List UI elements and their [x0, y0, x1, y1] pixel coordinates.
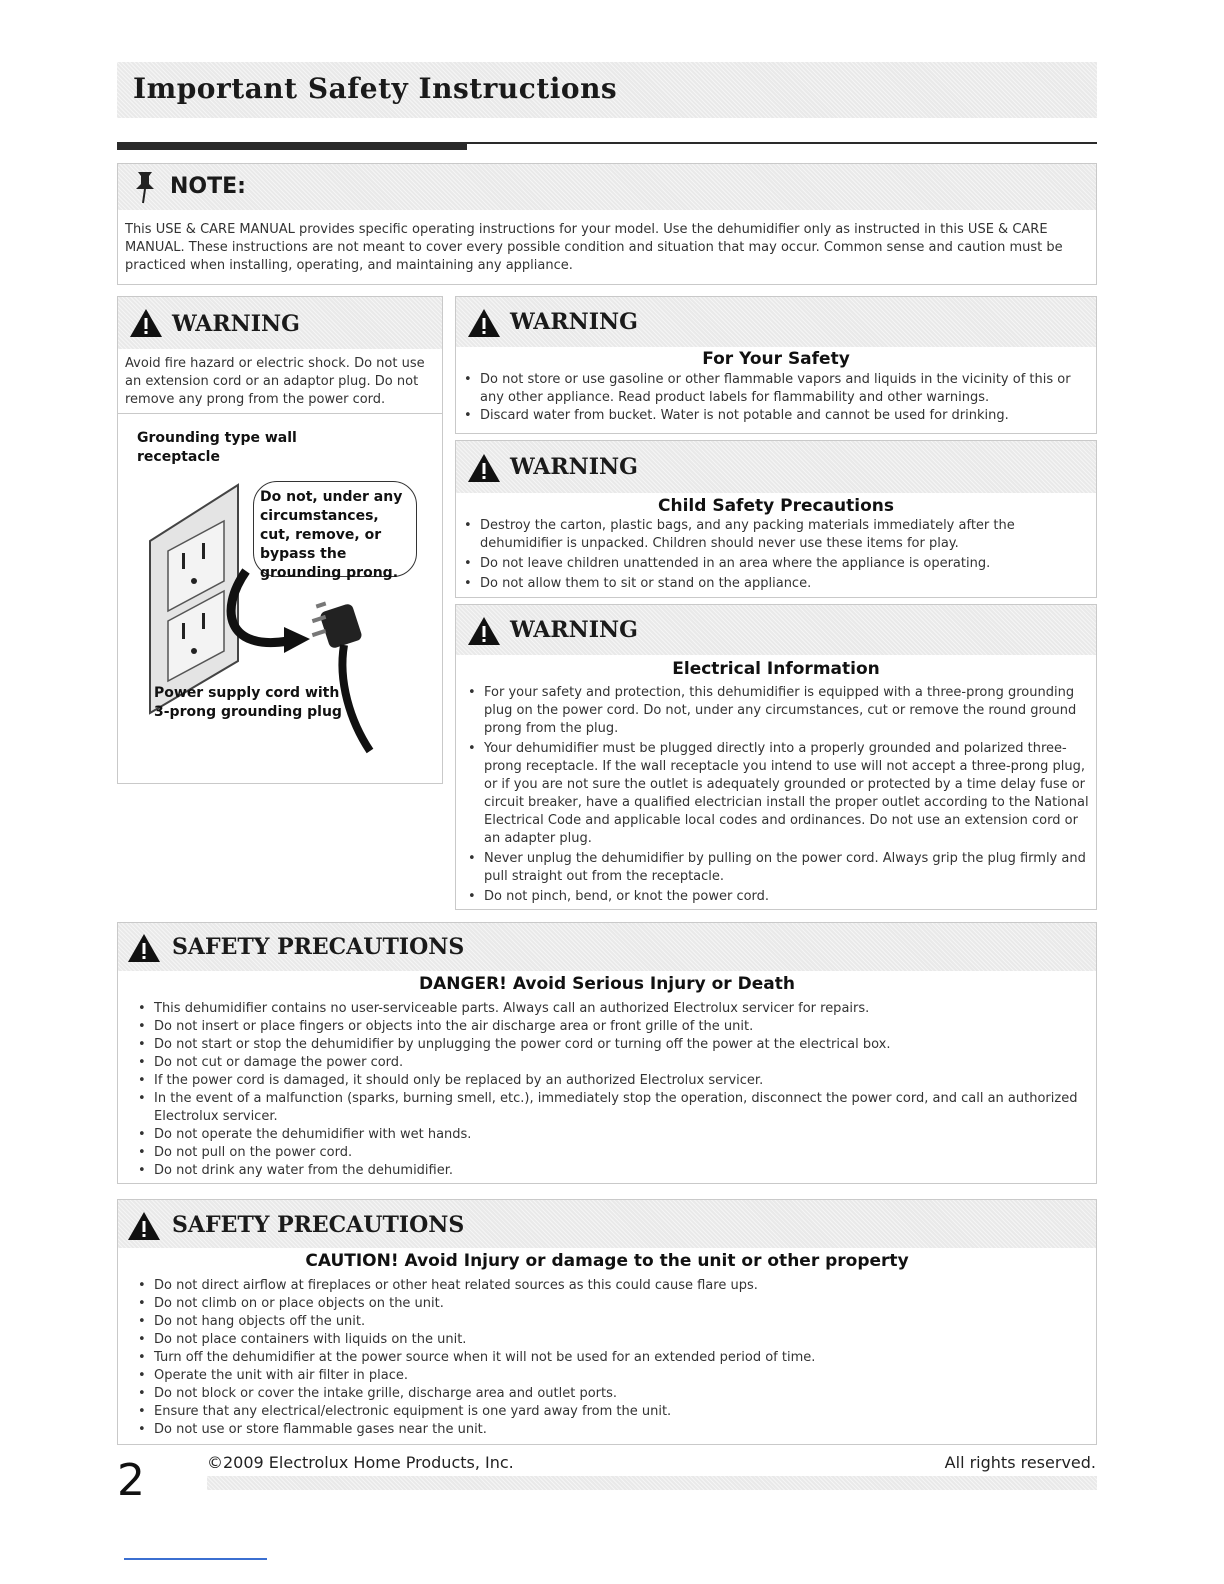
- header-rule-thick: [117, 142, 467, 150]
- list-item: • Do not store or use gasoline or other flammable vapors and liquids in the vicinity of this or any other appliance. Read product labels for flammability and other warnings.: [458, 371, 1088, 407]
- warning-triangle-icon: [466, 615, 502, 651]
- warning-child-list: [458, 517, 1058, 593]
- warning-triangle-icon: [128, 307, 164, 343]
- list-item: • Do not allow them to sit or stand on the appliance.: [458, 575, 1058, 593]
- wall-plate: [150, 485, 238, 713]
- safety-danger-heading: DANGER! Avoid Serious Injury or Death: [419, 974, 795, 994]
- cord-label: Power supply cord with 3-prong grounding plug: [154, 685, 342, 720]
- warning-child-label: WARNING: [510, 454, 638, 480]
- note-banner: [118, 164, 1096, 210]
- safety-caution-banner: [118, 1200, 1096, 1248]
- list-item: • Do not block or cover the intake grille, discharge area and outlet ports.: [132, 1385, 1092, 1403]
- list-item: • Do not use or store flammable gases near the unit.: [132, 1421, 1092, 1439]
- list-item: • Do not direct airflow at fireplaces or other heat related sources as this could cause flare ups.: [132, 1277, 1092, 1295]
- list-item: • Operate the unit with air filter in place.: [132, 1367, 1092, 1385]
- warning-safety-heading: For Your Safety: [702, 349, 850, 369]
- grounding-callout: [253, 481, 417, 581]
- list-item: • In the event of a malfunction (sparks, burning smell, etc.), immediately stop the operation, disconnect the power cord, and call an authorized Electrolux servicer.: [132, 1090, 1092, 1126]
- list-item: • Do not start or stop the dehumidifier by unplugging the power cord or turning off the power at the electrical box.: [132, 1036, 1092, 1054]
- warning-safety-label: WARNING: [510, 309, 638, 335]
- list-item: • This dehumidifier contains no user-serviceable parts. Always call an authorized Electrolux servicer for repairs.: [132, 1000, 1092, 1018]
- warning-safety-list: [458, 371, 1088, 425]
- left-warning-label: WARNING: [172, 311, 300, 337]
- safety-danger-banner: [118, 923, 1096, 971]
- left-warning-box: [117, 296, 443, 784]
- list-item: • Do not place containers with liquids on the unit.: [132, 1331, 1092, 1349]
- note-text: This USE & CARE MANUAL provides specific operating instructions for your model. Use the dehumidifier only as instructed in this USE & CARE MANUAL. These instructions are not meant to cover every possible condition and situation that may occur. Common sense and caution must be practiced when installing, operating, and maintaining any appliance.: [125, 222, 1063, 273]
- left-warning-divider: [118, 413, 442, 414]
- note-box: [117, 163, 1097, 285]
- left-warning-banner: [118, 297, 442, 349]
- safety-danger-label: SAFETY PRECAUTIONS: [172, 934, 465, 960]
- safety-caution-box: [117, 1199, 1097, 1445]
- list-item: • If the power cord is damaged, it should only be replaced by an authorized Electrolux servicer.: [132, 1072, 1092, 1090]
- list-item: • Do not hang objects off the unit.: [132, 1313, 1092, 1331]
- warning-safety-box: [455, 296, 1097, 434]
- list-item: • Never unplug the dehumidifier by pulling on the power cord. Always grip the plug firmly and pull straight out from the receptacle.: [462, 850, 1090, 886]
- list-item: • For your safety and protection, this dehumidifier is equipped with a three-prong grounding plug on the power cord. Do not, under any circumstances, cut or remove the round ground prong from the plug.: [462, 684, 1090, 738]
- safety-danger-list: [132, 1000, 1092, 1180]
- list-item: • Do not drink any water from the dehumidifier.: [132, 1162, 1092, 1180]
- list-item: • Do not pull on the power cord.: [132, 1144, 1092, 1162]
- footer-copyright: ©2009 Electrolux Home Products, Inc.: [207, 1453, 514, 1472]
- warning-electrical-box: [455, 604, 1097, 910]
- safety-caution-list: [132, 1277, 1092, 1439]
- grounding-callout-text: Do not, under any circumstances, cut, remove, or bypass the grounding prong.: [260, 489, 403, 581]
- warning-electrical-label: WARNING: [510, 617, 638, 643]
- list-item: • Do not pinch, bend, or knot the power cord.: [462, 888, 1090, 906]
- list-item: • Do not cut or damage the power cord.: [132, 1054, 1092, 1072]
- warning-child-heading: Child Safety Precautions: [658, 496, 894, 516]
- warning-triangle-icon: [466, 307, 502, 343]
- list-item: • Do not insert or place fingers or objects into the air discharge area or front grille of the unit.: [132, 1018, 1092, 1036]
- header-banner: [117, 62, 1097, 118]
- page-title: Important Safety Instructions: [133, 72, 618, 105]
- list-item: • Turn off the dehumidifier at the power source when it will not be used for an extended period of time.: [132, 1349, 1092, 1367]
- header-rule-thin: [467, 142, 1097, 144]
- list-item: • Do not operate the dehumidifier with wet hands.: [132, 1126, 1092, 1144]
- safety-danger-box: [117, 922, 1097, 1184]
- list-item: • Do not leave children unattended in an area where the appliance is operating.: [458, 555, 1058, 573]
- footer-rights: All rights reserved.: [944, 1453, 1096, 1472]
- warning-triangle-icon: [466, 452, 502, 488]
- warning-electrical-heading: Electrical Information: [672, 659, 880, 679]
- list-item: • Destroy the carton, plastic bags, and any packing materials immediately after the dehumidifier is unpacked. Children should never use these items for play.: [458, 517, 1058, 553]
- warning-electrical-banner: [456, 605, 1096, 655]
- list-item: • Discard water from bucket. Water is not potable and cannot be used for drinking.: [458, 407, 1088, 425]
- pushpin-icon: [132, 170, 158, 208]
- safety-caution-heading: CAUTION! Avoid Injury or damage to the unit or other property: [305, 1251, 909, 1271]
- footer-link-rule: [124, 1558, 267, 1560]
- warning-child-box: [455, 440, 1097, 598]
- left-warning-text: Avoid fire hazard or electric shock. Do not use an extension cord or an adaptor plug. Do not remove any prong from the power cord.: [125, 356, 425, 407]
- three-prong-plug: [312, 602, 370, 751]
- warning-triangle-icon: [126, 932, 162, 968]
- footer-band: [207, 1476, 1097, 1490]
- safety-caution-label: SAFETY PRECAUTIONS: [172, 1212, 465, 1238]
- page-number: 2: [117, 1455, 145, 1506]
- note-label: NOTE:: [170, 174, 246, 199]
- receptacle-label: Grounding type wall receptacle: [137, 430, 297, 465]
- list-item: • Your dehumidifier must be plugged directly into a properly grounded and polarized three-prong receptacle. If the wall receptacle you intend to use will not accept a three-prong plug, or if you are not sure the outlet is adequately grounded or protected by a time delay fuse or circuit breaker, have a qualified electrician install the proper outlet according to the National Electrical Code and applicable local codes and ordinances. Do not use an extension cord or an adapter plug.: [462, 740, 1090, 848]
- list-item: • Do not climb on or place objects on the unit.: [132, 1295, 1092, 1313]
- warning-triangle-icon: [126, 1210, 162, 1246]
- warning-electrical-list: [462, 684, 1090, 906]
- list-item: • Ensure that any electrical/electronic equipment is one yard away from the unit.: [132, 1403, 1092, 1421]
- warning-safety-banner: [456, 297, 1096, 347]
- warning-child-banner: [456, 441, 1096, 493]
